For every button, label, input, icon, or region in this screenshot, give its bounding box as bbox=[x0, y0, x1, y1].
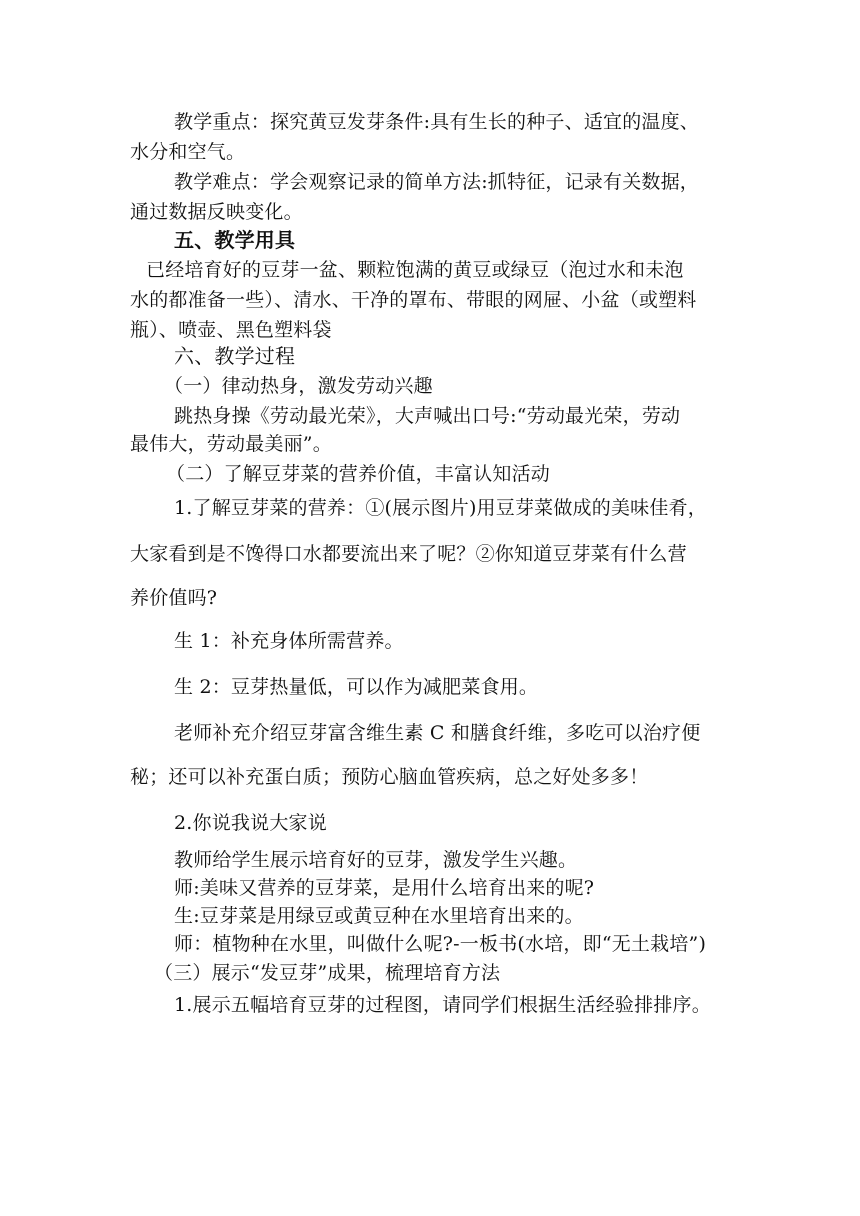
difficulty-line-1: 教学难点：学会观察记录的简单方法:抓特征，记录有关数据， bbox=[174, 171, 700, 193]
tools-line-2: 水的都准备一些）、清水、干净的罩布、带眼的网屉、小盆（或塑料 bbox=[130, 289, 697, 311]
nutrition-line-1: 1.了解豆芽菜的营养：①(展示图片)用豆芽菜做成的美味佳肴， bbox=[174, 497, 707, 519]
tools-line-3: 瓶）、喷壶、黑色塑料袋 bbox=[130, 319, 332, 341]
section-six-heading: 六、教学过程 bbox=[174, 344, 296, 368]
warmup-line-1: 跳热身操《劳动最光荣》，大声喊出口号:“劳动最光荣，劳动 bbox=[174, 405, 681, 427]
warmup-line-2: 最伟大，劳动最美丽”。 bbox=[130, 433, 332, 455]
student-response-line: 生:豆芽菜是用绿豆或黄豆种在水里培育出来的。 bbox=[174, 905, 584, 927]
discussion-heading: 2.你说我说大家说 bbox=[174, 812, 327, 834]
board-note-line: 师：植物种在水里，叫做什么呢?-一板书(水培，即“无土栽培”) bbox=[174, 933, 707, 955]
part-three-heading: （三）展示“发豆芽”成果，梳理培育方法 bbox=[154, 962, 501, 984]
student-one-answer: 生 1：补充身体所需营养。 bbox=[174, 630, 404, 652]
nutrition-line-3: 养价值吗? bbox=[130, 587, 218, 609]
focus-line-2: 水分和空气。 bbox=[130, 141, 246, 163]
teacher-addition-line-2: 秘；还可以补充蛋白质；预防心脑血管疾病，总之好处多多！ bbox=[130, 766, 649, 788]
teacher-question-line: 师:美味又营养的豆芽菜，是用什么培育出来的呢? bbox=[174, 877, 595, 899]
student-two-answer: 生 2：豆芽热量低，可以作为减肥菜食用。 bbox=[174, 676, 539, 698]
sequence-activity-line: 1.展示五幅培育豆芽的过程图，请同学们根据生活经验排排序。 bbox=[174, 994, 711, 1016]
difficulty-line-2: 通过数据反映变化。 bbox=[130, 201, 303, 223]
part-two-heading: （二）了解豆芽菜的营养价值，丰富认知活动 bbox=[166, 463, 551, 485]
nutrition-line-2: 大家看到是不馋得口水都要流出来了呢？②你知道豆芽菜有什么营 bbox=[130, 543, 687, 565]
tools-line-1: 已经培育好的豆芽一盆、颗粒饱满的黄豆或绿豆（泡过水和未泡 bbox=[146, 259, 684, 281]
part-one-heading: （一）律动热身，激发劳动兴趣 bbox=[164, 375, 433, 397]
teacher-addition-line-1: 老师补充介绍豆芽富含维生素 C 和膳食纤维，多吃可以治疗便 bbox=[174, 722, 701, 744]
focus-line-1: 教学重点：探究黄豆发芽条件:具有生长的种子、适宜的温度、 bbox=[174, 111, 700, 133]
section-five-heading: 五、教学用具 bbox=[174, 228, 296, 252]
teacher-show-line: 教师给学生展示培育好的豆芽，激发学生兴趣。 bbox=[174, 849, 578, 871]
